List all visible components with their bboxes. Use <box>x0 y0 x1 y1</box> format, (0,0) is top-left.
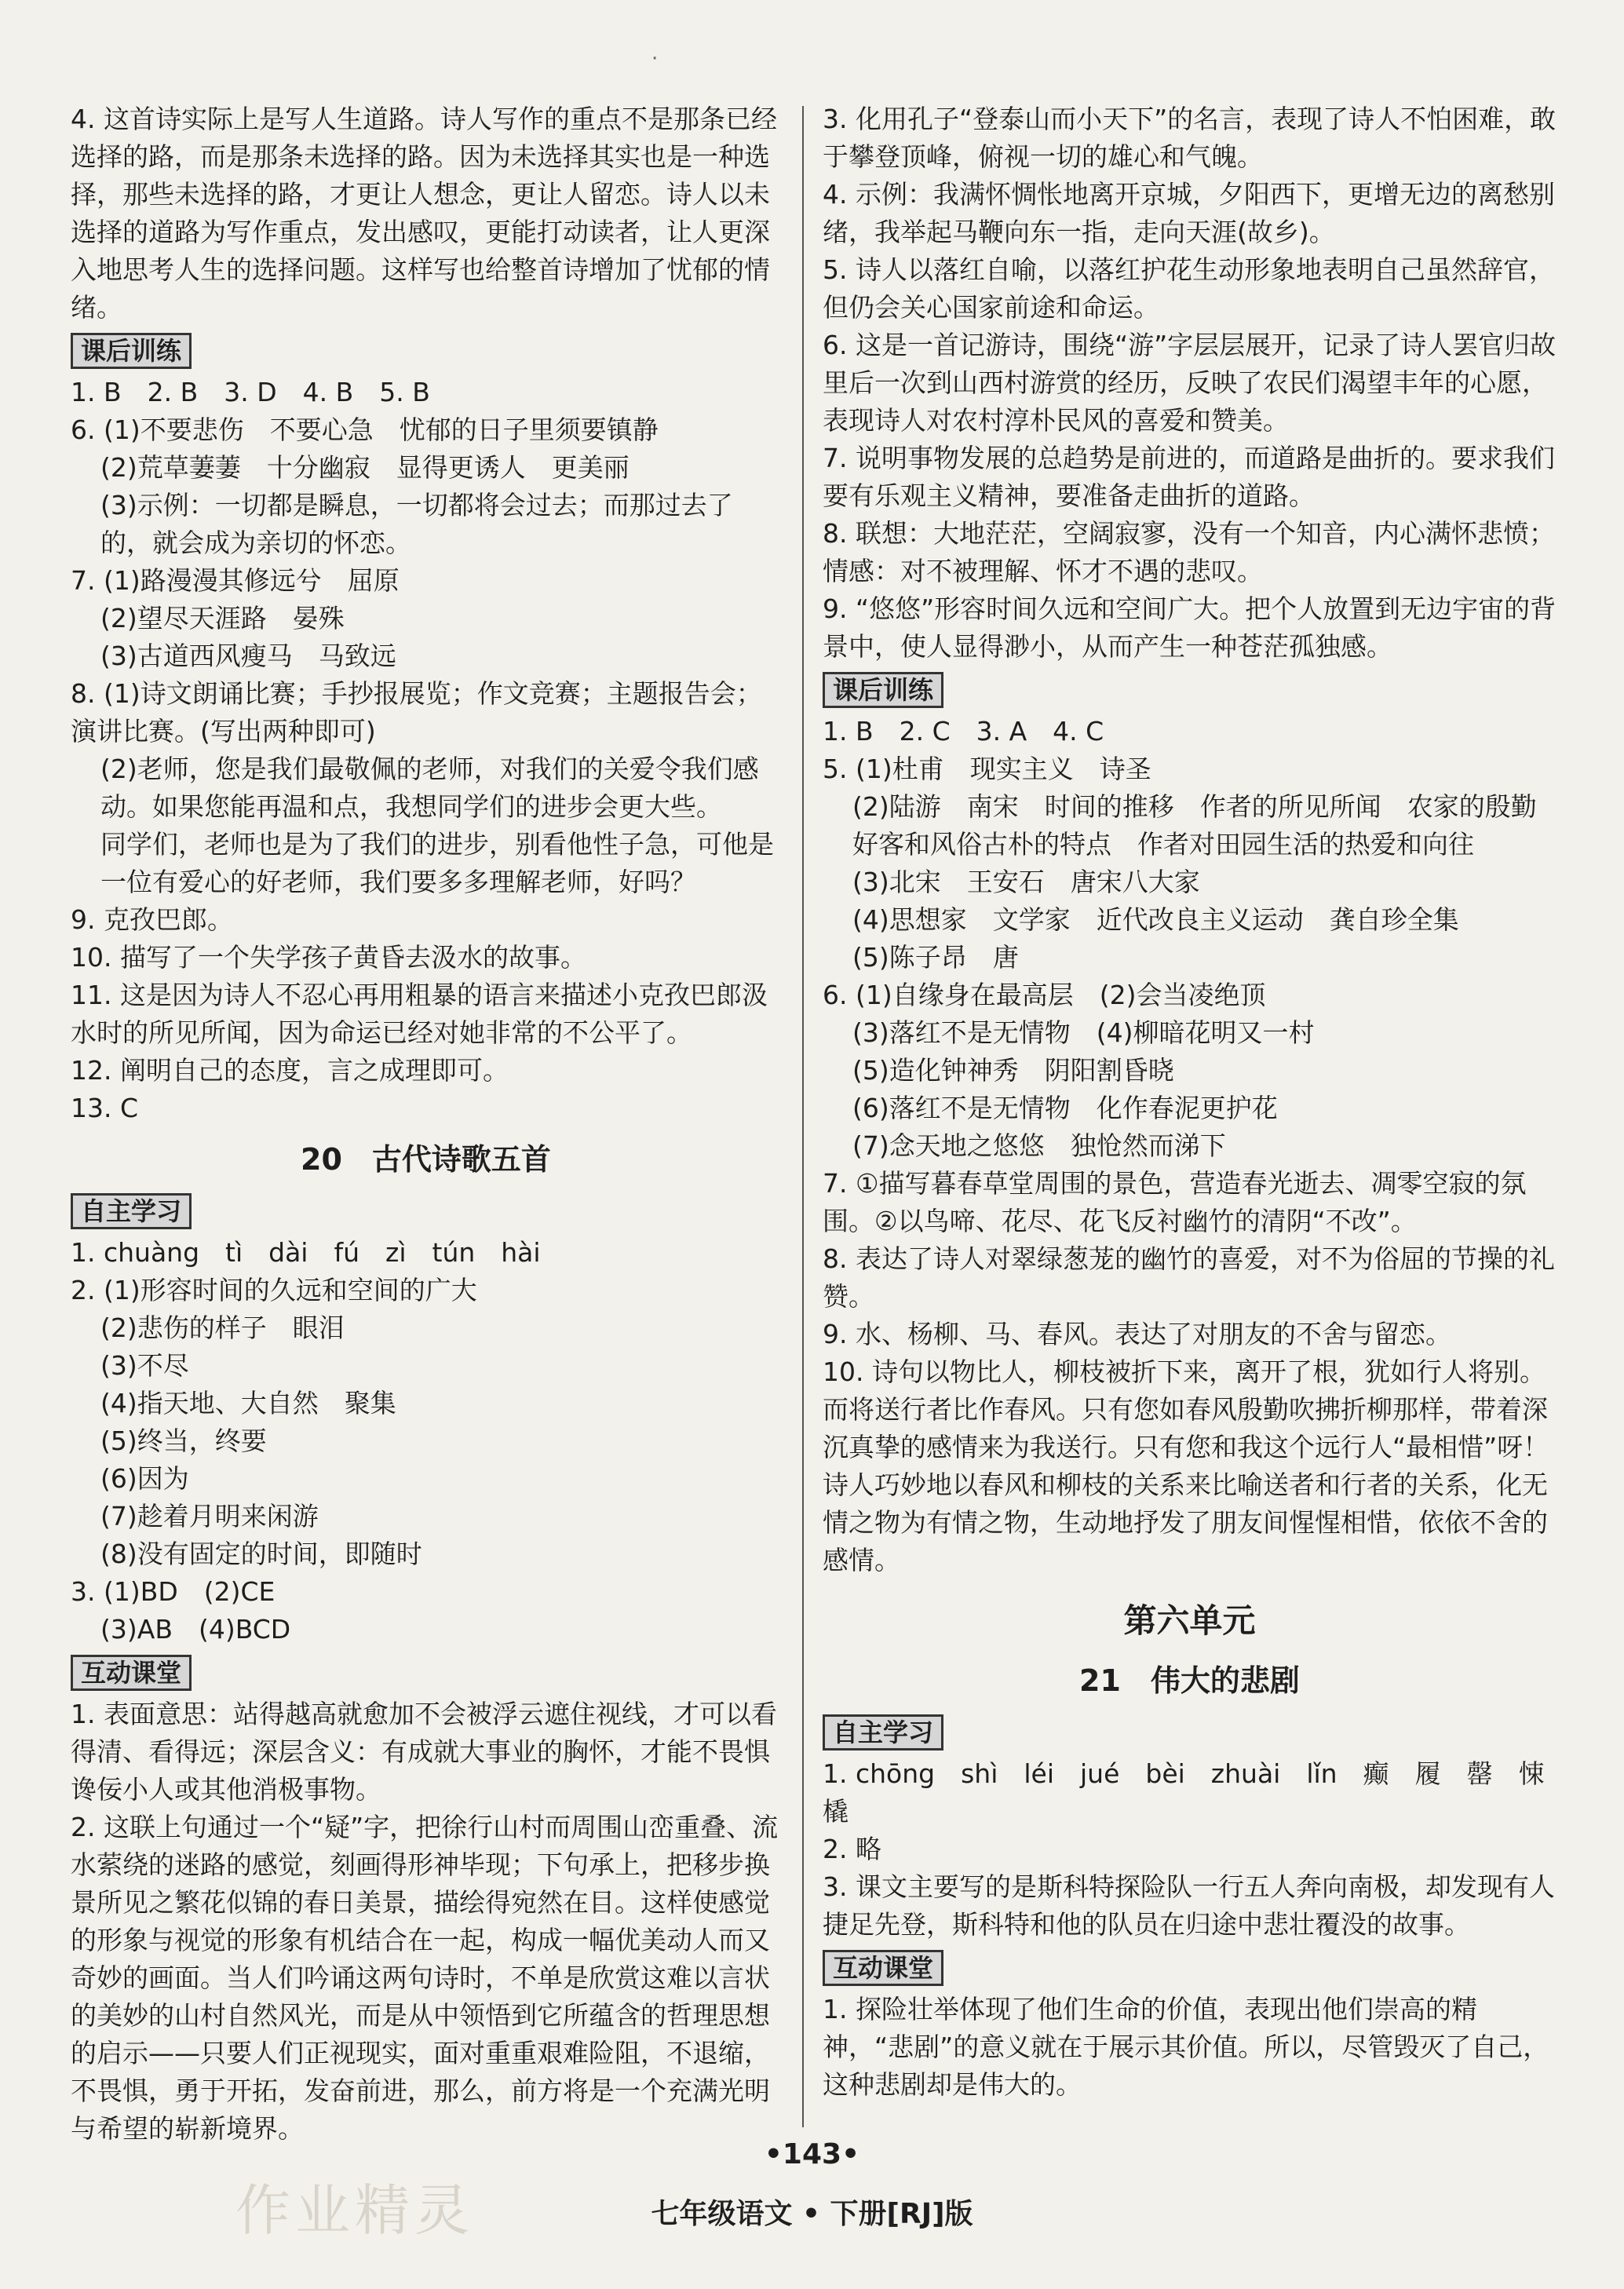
section-box-wrapper <box>823 1944 1556 1991</box>
answer-item: 12. 阐明自己的态度，言之成理即可。 <box>71 1055 509 1086</box>
answer-subitem: (7)念天地之悠悠 独怆然而涕下 <box>852 1130 1226 1161</box>
column-divider <box>802 106 804 2127</box>
section-box-wrapper <box>71 1187 781 1234</box>
answer-item: 3. (1)BD (2)CE <box>71 1576 276 1607</box>
answer-item: 10. 诗句以物比人，柳枝被折下来，离开了根，犹如行人将别。而将送行者比作春风。只有您如春风殷勤吹拂折柳那样，带着深沉真挚的感情来为我送行。只有您和我这个远行人“最相惜”呀！诗人巧妙地以春风和柳枝的关系来比喻送者和行者的关系，化无情之物为有情之物，生动地抒发了朋友间惺惺相惜，依依不舍的感情。 <box>823 1356 1549 1575</box>
answer-item: 1. chuàng tì dài fú zì tún hài <box>71 1237 541 1268</box>
answer-item: 2. (1)形容时间的久远和空间的广大 <box>71 1275 477 1305</box>
answer-item: 1. B 2. C 3. A 4. C <box>823 716 1104 747</box>
scan-mark: · <box>651 47 659 71</box>
answer-item: 8. 联想：大地茫茫，空阔寂寥，没有一个知音，内心满怀悲愤；情感：对不被理解、怀才不遇的悲叹。 <box>823 518 1555 586</box>
answer-subitem: (5)造化钟神秀 阴阳割昏晓 <box>852 1055 1174 1086</box>
answer-subitem: (2)荒草萋萋 十分幽寂 显得更诱人 更美丽 <box>100 452 630 483</box>
section-heading: 互动课堂 <box>71 1655 192 1691</box>
answer-subitem: (3)北宋 王安石 唐宋八大家 <box>852 867 1200 897</box>
answer-subitem: 同学们，老师也是为了我们的进步，别看他性子急，可他是一位有爱心的好老师，我们要多多理解老师，好吗？ <box>100 829 774 897</box>
section-heading: 互动课堂 <box>823 1950 943 1986</box>
watermark-text: 作业精灵 <box>235 2178 474 2243</box>
answer-subitem: (7)趁着月明来闲游 <box>100 1501 319 1531</box>
section-heading: 自主学习 <box>823 1714 943 1751</box>
answer-subitem: (2)陆游 南宋 时间的推移 作者的所见所闻 农家的殷勤好客和风俗古朴的特点 作者对田园生活的热爱和向往 <box>852 791 1537 860</box>
answer-item: 8. 表达了诗人对翠绿葱茏的幽竹的喜爱，对不为俗屈的节操的礼赞。 <box>823 1243 1555 1312</box>
answer-subitem: (2)望尽天涯路 晏殊 <box>100 603 345 633</box>
section-heading: 课后训练 <box>71 333 192 369</box>
answer-subitem: (3)落红不是无情物 (4)柳暗花明又一村 <box>852 1017 1315 1048</box>
answer-item: 1. B 2. B 3. D 4. B 5. B <box>71 377 430 407</box>
answer-item: 7. 说明事物发展的总趋势是前进的，而道路是曲折的。要求我们要有乐观主义精神，要准备走曲折的道路。 <box>823 443 1555 511</box>
lesson-title: 20 古代诗歌五首 <box>301 1142 551 1177</box>
answer-item: 7. ①描写暮春草堂周围的景色，营造春光逝去、凋零空寂的氛围。②以鸟啼、花尽、花飞反衬幽竹的清阴“不改”。 <box>823 1168 1527 1236</box>
section-box-wrapper <box>71 327 781 374</box>
section-box-wrapper <box>71 1648 781 1696</box>
answer-item: 7. (1)路漫漫其修远兮 屈原 <box>71 565 400 596</box>
answer-subitem: (6)因为 <box>100 1463 189 1494</box>
answer-subitem: (4)指天地、大自然 聚集 <box>100 1388 396 1418</box>
answer-subitem: (3)示例：一切都是瞬息，一切都将会过去；而那过去了的，就会成为亲切的怀恋。 <box>100 490 733 558</box>
answer-item: 1. chōng shì léi jué bèi zhuài lǐn 癫 履 罄 悚 橇 <box>823 1758 1571 1827</box>
answer-item: 6. (1)自缘身在最高层 (2)会当凌绝顶 <box>823 980 1266 1010</box>
answer-item: 2. 这联上句通过一个“疑”字，把徐行山村而周围山峦重叠、流水萦绕的迷路的感觉，刻画得形神毕现；下句承上，把移步换景所见之繁花似锦的春日美景，描绘得宛然在目。这样使感觉的形象与视觉的形象有机结合在一起，构成一幅优美动人而又奇妙的画面。当人们吟诵这两句诗时，不单是欣赏这难以言状的美妙的山村自然风光，而是从中领悟到它所蕴含的哲理思想的启示——只要人们正视现实，面对重重艰难险阻，不退缩，不畏惧，勇于开拓，发奋前进，那么，前方将是一个充满光明与希望的崭新境界。 <box>71 1812 779 2144</box>
left-column <box>71 100 781 2148</box>
answer-item: 3. 化用孔子“登泰山而小天下”的名言，表现了诗人不怕困难，敢于攀登顶峰，俯视一切的雄心和气魄。 <box>823 104 1556 172</box>
answer-subitem: (5)陈子昂 唐 <box>852 942 1019 973</box>
answer-item: 11. 这是因为诗人不忍心再用粗暴的语言来描述小克孜巴郎汲水时的所见所闻，因为命运已经对她非常的不公平了。 <box>71 980 768 1048</box>
answer-item: 1. 探险壮举体现了他们生命的价值，表现出他们崇高的精神，“悲剧”的意义就在于展示其价值。所以，尽管毁灭了自己，这种悲剧却是伟大的。 <box>823 1994 1549 2100</box>
answer-item: 5. (1)杜甫 现实主义 诗圣 <box>823 754 1151 784</box>
answer-item: 4. 示例：我满怀惆怅地离开京城，夕阳西下，更增无边的离愁别绪，我举起马鞭向东一指，走向天涯(故乡)。 <box>823 179 1555 247</box>
section-heading: 自主学习 <box>71 1193 192 1229</box>
answer-item: 4. 这首诗实际上是写人生道路。诗人写作的重点不是那条已经选择的路，而是那条未选择的路。因为未选择其实也是一种选择，那些未选择的路，才更让人想念，更让人留恋。诗人以未选择的道路为写作重点，发出感叹，更能打动读者，让人更深入地思考人生的选择问题。这样写也给整首诗增加了忧郁的情绪。 <box>71 104 777 323</box>
page-number: •143• <box>764 2138 860 2170</box>
answer-item: 2. 略 <box>823 1834 881 1864</box>
right-column <box>823 100 1571 2104</box>
answer-item: 8. (1)诗文朗诵比赛；手抄报展览；作文竞赛；主题报告会；演讲比赛。(写出两种即可) <box>71 678 762 747</box>
answer-item: 1. 表面意思：站得越高就愈加不会被浮云遮住视线，才可以看得清、看得远；深层含义：有成就大事业的胸怀，才能不畏惧谗佞小人或其他消极事物。 <box>71 1699 777 1805</box>
answer-item: 10. 描写了一个失学孩子黄昏去汲水的故事。 <box>71 942 586 973</box>
answer-subitem: (4)思想家 文学家 近代改良主义运动 龚自珍全集 <box>852 904 1459 935</box>
answer-item: 3. 课文主要写的是斯科特探险队一行五人奔向南极，却发现有人捷足先登，斯科特和他的队员在归途中悲壮覆没的故事。 <box>823 1871 1555 1940</box>
section-heading: 课后训练 <box>823 672 943 708</box>
answer-item: 6. (1)不要悲伤 不要心急 忧郁的日子里须要镇静 <box>71 414 659 445</box>
answer-item: 9. 水、杨柳、马、春风。表达了对朋友的不舍与留恋。 <box>823 1319 1451 1349</box>
answer-item: 9. “悠悠”形容时间久远和空间广大。把个人放置到无边宇宙的背景中，使人显得渺小，从而产生一种苍茫孤独感。 <box>823 593 1556 662</box>
answer-item: 6. 这是一首记游诗，围绕“游”字层层展开，记录了诗人罢官归故里后一次到山西村游赏的经历，反映了农民们渴望丰年的心愿，表现诗人对农村淳朴民风的喜爱和赞美。 <box>823 330 1556 436</box>
answer-subitem: (2)悲伤的样子 眼泪 <box>100 1312 345 1343</box>
unit-title: 第六单元 <box>1123 1601 1256 1640</box>
answer-subitem: (3)AB (4)BCD <box>100 1614 291 1645</box>
answer-subitem: (8)没有固定的时间，即随时 <box>100 1539 422 1569</box>
answer-subitem: (3)古道西风瘦马 马致远 <box>100 641 396 671</box>
answer-subitem: (5)终当，终要 <box>100 1426 267 1456</box>
answer-subitem: (2)老师，您是我们最敬佩的老师，对我们的关爱令我们感动。如果您能再温和点，我想同学们的进步会更大些。 <box>100 754 759 822</box>
answer-subitem: (6)落红不是无情物 化作春泥更护花 <box>852 1093 1278 1123</box>
answer-item: 9. 克孜巴郎。 <box>71 904 233 935</box>
section-box-wrapper <box>823 1708 1556 1755</box>
lesson-title: 21 伟大的悲剧 <box>1079 1663 1300 1698</box>
book-label: 七年级语文 • 下册[RJ]版 <box>651 2198 973 2230</box>
answer-subitem: (3)不尽 <box>100 1350 189 1381</box>
answer-item: 5. 诗人以落红自喻，以落红护花生动形象地表明自己虽然辞官，但仍会关心国家前途和命运。 <box>823 254 1555 323</box>
section-box-wrapper <box>823 666 1556 713</box>
answer-item: 13. C <box>71 1093 139 1123</box>
